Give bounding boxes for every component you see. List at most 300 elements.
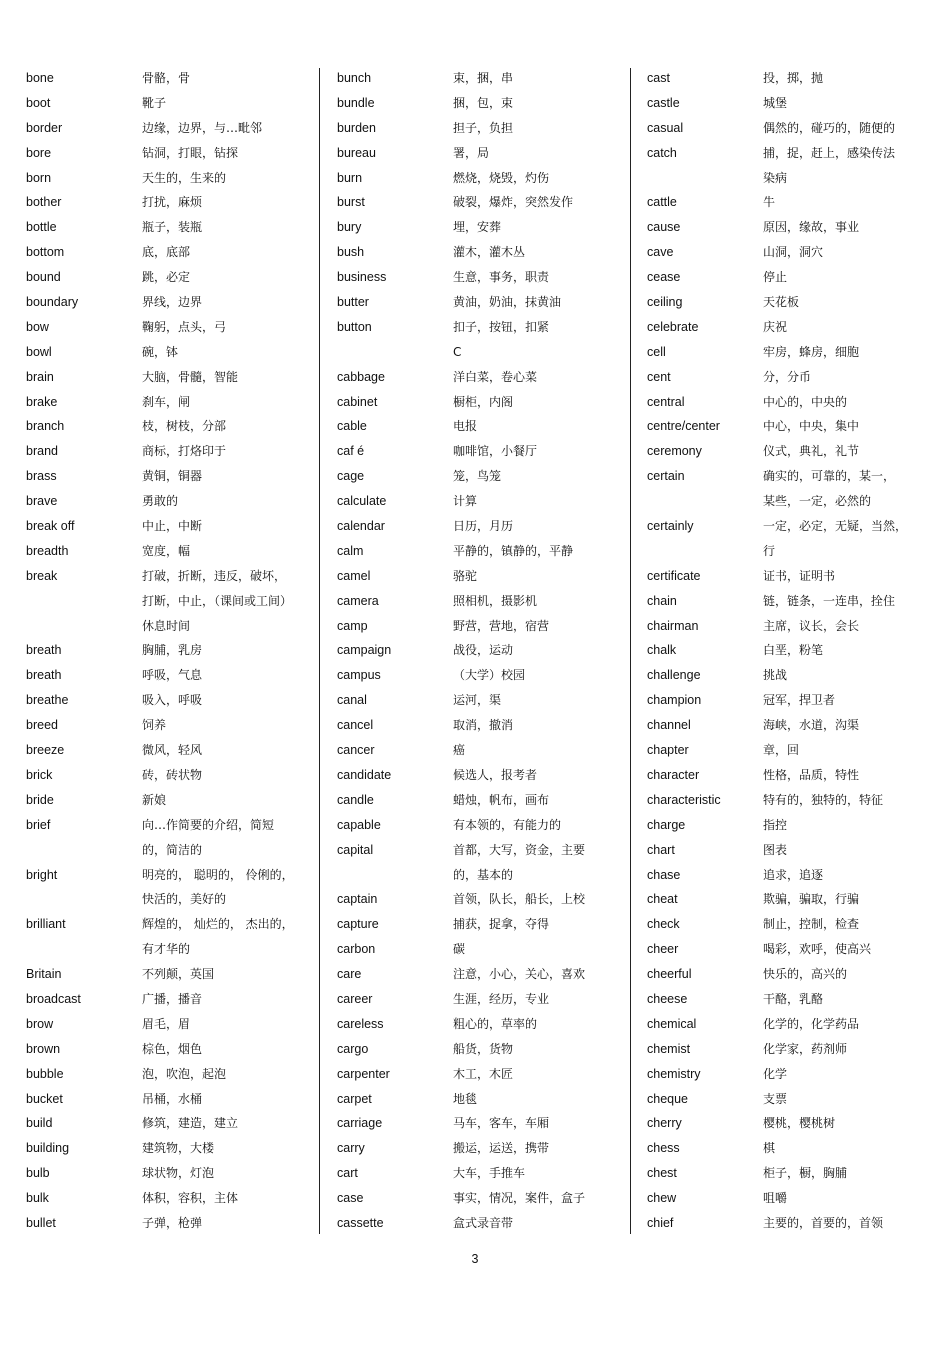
vocab-word: brown: [26, 1041, 61, 1056]
vocab-word: bowl: [26, 344, 52, 359]
vocab-entry: [647, 265, 937, 290]
vocab-definition: 吸入，呼吸: [142, 693, 203, 708]
vocab-entry: [337, 390, 627, 415]
vocab-definition: 笼，鸟笼: [453, 469, 502, 484]
vocab-word: camp: [337, 618, 368, 633]
vocab-word: cable: [337, 419, 367, 434]
vocab-word: breath: [26, 643, 62, 658]
vocab-word: career: [337, 991, 373, 1006]
vocab-entry: [26, 91, 316, 116]
vocab-entry: [647, 688, 937, 713]
vocab-definition: 胸脯，乳房: [142, 643, 203, 658]
vocab-word: button: [337, 319, 372, 334]
vocab-word: building: [26, 1141, 70, 1156]
vocab-entry: [337, 738, 627, 763]
vocab-entry: [647, 564, 937, 589]
vocab-definition: 电报: [453, 419, 478, 434]
vocab-definition: 埋，安葬: [453, 220, 502, 235]
vocab-definition: 原因，缘故，事业: [763, 220, 860, 235]
vocab-entry: [26, 1161, 316, 1186]
vocab-word: capture: [337, 917, 379, 932]
vocab-word: chest: [647, 1166, 677, 1181]
vocab-word: break: [26, 568, 58, 583]
vocab-definition: 有本领的，有能力的: [453, 817, 562, 832]
vocab-definition: 打断，中止，（课间或工间）: [142, 593, 293, 608]
vocab-definition: 捕，捉，赶上，感染传法: [763, 145, 896, 160]
vocab-word: cart: [337, 1166, 358, 1181]
vocab-definition: 事实，情况，案件，盒子: [453, 1191, 586, 1206]
vocab-definition: 底，底部: [142, 245, 191, 260]
vocab-definition: 候选人，报考者: [453, 767, 538, 782]
vocab-definition: 新娘: [142, 792, 167, 807]
vocab-entry: [647, 614, 937, 639]
vocab-word: burn: [337, 170, 363, 185]
vocab-entry: [647, 340, 937, 365]
vocab-entry: [647, 987, 937, 1012]
vocab-word: bury: [337, 220, 362, 235]
vocab-word: chemistry: [647, 1066, 701, 1081]
vocab-entry: [337, 116, 627, 141]
vocab-entry: [337, 589, 627, 614]
vocab-word: brow: [26, 1016, 54, 1031]
vocab-word: breath: [26, 668, 62, 683]
vocab-word: cage: [337, 469, 365, 484]
vocab-entry: [647, 215, 937, 240]
vocab-entry: [647, 240, 937, 265]
vocab-word: campus: [337, 668, 381, 683]
vocab-word: bother: [26, 195, 62, 210]
vocab-word: bore: [26, 145, 52, 160]
column-divider-left: [319, 68, 320, 1234]
vocab-entry: [337, 962, 627, 987]
vocab-entry: [647, 1186, 937, 1211]
vocab-entry: [26, 638, 316, 663]
vocab-definition: 分，分币: [763, 369, 812, 384]
vocab-definition: 干酪，乳酪: [763, 991, 824, 1006]
vocab-word: build: [26, 1116, 53, 1131]
vocab-entry: [26, 1062, 316, 1087]
vocab-word: character: [647, 767, 700, 782]
vocab-word: chemical: [647, 1016, 697, 1031]
vocab-definition: 微风，轻风: [142, 743, 203, 758]
vocab-definition: 跳，必定: [142, 270, 191, 285]
vocab-definition: 运河，渠: [453, 693, 502, 708]
vocab-entry: [26, 713, 316, 738]
vocab-word: chew: [647, 1191, 677, 1206]
vocab-word: certain: [647, 469, 685, 484]
vocab-entry: [647, 414, 937, 439]
vocab-definition: 棋: [763, 1141, 776, 1156]
vocab-word: cast: [647, 71, 670, 85]
vocab-entry: [26, 240, 316, 265]
vocab-entry: [337, 838, 627, 863]
vocab-entry: [26, 265, 316, 290]
vocab-entry: [26, 1087, 316, 1112]
vocab-definition: 咀嚼: [763, 1191, 788, 1206]
vocab-definition: 投，掷，抛: [763, 71, 824, 85]
vocab-definition: 偶然的，碰巧的，随便的: [763, 120, 896, 135]
vocab-word: burden: [337, 120, 376, 135]
vocab-definition: 图表: [763, 842, 788, 857]
vocab-definition: 快活的，美好的: [142, 892, 227, 907]
vocab-definition: 修筑，建造，建立: [142, 1116, 239, 1131]
vocab-word: centre/center: [647, 419, 720, 434]
vocab-column-3: [647, 66, 937, 1236]
vocab-entry: [647, 190, 937, 215]
vocab-entry: [26, 315, 316, 340]
vocab-definition: 扣子，按钮，扣紧: [453, 319, 550, 334]
vocab-entry: [26, 190, 316, 215]
vocab-entry: [337, 1087, 627, 1112]
vocab-definition: 鞠躬，点头，弓: [142, 319, 227, 334]
vocab-entry: [26, 1211, 316, 1236]
vocab-definition: 城堡: [763, 95, 788, 110]
vocab-word: brilliant: [26, 917, 66, 932]
vocab-definition: 一定，必定，无疑，当然，: [763, 519, 908, 534]
vocab-entry: [337, 265, 627, 290]
vocab-word: cheat: [647, 892, 678, 907]
vocab-entry: [337, 141, 627, 166]
vocab-word: celebrate: [647, 319, 699, 334]
vocab-word: calculate: [337, 494, 387, 509]
vocab-entry: [647, 514, 937, 539]
vocab-word: chapter: [647, 743, 689, 758]
vocab-definition: 子弹，枪弹: [142, 1215, 203, 1230]
vocab-definition: 呼吸，气息: [142, 668, 203, 683]
vocab-word: cargo: [337, 1041, 369, 1056]
vocab-word: breathe: [26, 693, 69, 708]
vocab-word: brand: [26, 444, 58, 459]
vocab-entry: [26, 1037, 316, 1062]
vocab-entry: [647, 66, 937, 91]
vocab-word: certainly: [647, 519, 694, 534]
vocab-definition: 不列颠，英国: [142, 967, 215, 982]
vocab-definition: 牢房，蜂房，细胞: [763, 344, 860, 359]
vocab-word: certificate: [647, 568, 701, 583]
vocab-entry: [26, 937, 316, 962]
vocab-entry: [647, 315, 937, 340]
vocab-word: chairman: [647, 618, 699, 633]
vocab-definition: 海峡，水道，沟渠: [763, 718, 860, 733]
vocab-definition: 骆驼: [453, 568, 478, 583]
vocab-definition: 章，回: [763, 743, 800, 758]
vocab-word: candidate: [337, 767, 392, 782]
vocab-definition: 大脑，骨髓，智能: [142, 369, 239, 384]
vocab-entry: [337, 439, 627, 464]
vocab-word: boundary: [26, 295, 79, 310]
vocab-entry: [337, 190, 627, 215]
vocab-entry: [647, 1037, 937, 1062]
vocab-entry: [26, 166, 316, 191]
vocab-word: channel: [647, 718, 691, 733]
vocab-word: breeze: [26, 743, 65, 758]
vocab-definition: 大车，手推车: [453, 1166, 526, 1181]
vocab-word: bone: [26, 71, 54, 85]
vocab-entry: [26, 887, 316, 912]
vocab-definition: 束，捆，串: [453, 71, 514, 85]
vocab-entry: [337, 713, 627, 738]
vocab-word: candle: [337, 792, 374, 807]
vocab-word: bottle: [26, 220, 57, 235]
vocab-word: brake: [26, 394, 58, 409]
vocab-definition: 樱桃，樱桃树: [763, 1116, 836, 1131]
vocab-word: carpenter: [337, 1066, 390, 1081]
vocab-word: bulk: [26, 1191, 49, 1206]
vocab-entry: [647, 589, 937, 614]
vocab-entry: [337, 365, 627, 390]
vocab-entry: [337, 1062, 627, 1087]
vocab-word: bride: [26, 792, 54, 807]
vocab-definition: 破裂，爆炸，突然发作: [453, 195, 574, 210]
vocab-definition: 天生的，生来的: [142, 170, 227, 185]
vocab-word: cancel: [337, 718, 374, 733]
vocab-entry: [26, 66, 316, 91]
vocab-definition: 黄铜，铜器: [142, 469, 203, 484]
vocab-entry: [647, 489, 937, 514]
vocab-word: carpet: [337, 1091, 372, 1106]
vocab-word: chemist: [647, 1041, 691, 1056]
vocab-word: characteristic: [647, 792, 721, 807]
vocab-entry: [26, 365, 316, 390]
vocab-definition: 向…作简要的介绍，简短: [142, 817, 275, 832]
vocab-word: cabbage: [337, 369, 385, 384]
vocab-definition: 黄油，奶油，抹黄油: [453, 295, 562, 310]
vocab-word: cell: [647, 344, 666, 359]
vocab-definition: 首都，大写，资金，主要: [453, 842, 586, 857]
vocab-entry: [647, 663, 937, 688]
vocab-entry: [647, 1161, 937, 1186]
vocab-word: bundle: [337, 95, 375, 110]
vocab-entry: [337, 1161, 627, 1186]
vocab-definition: 打扰，麻烦: [142, 195, 203, 210]
vocab-word: brave: [26, 494, 58, 509]
vocab-definition: 柜子，橱，胸脯: [763, 1166, 848, 1181]
vocab-definition: 打破，折断，违反，破坏，: [142, 568, 287, 583]
vocab-word: cheerful: [647, 967, 692, 982]
vocab-entry: [26, 912, 316, 937]
vocab-entry: [26, 962, 316, 987]
vocab-entry: [647, 1211, 937, 1236]
vocab-definition: 野营，营地，宿营: [453, 618, 550, 633]
vocab-definition: C: [453, 344, 462, 359]
vocab-entry: [26, 1111, 316, 1136]
vocab-word: calm: [337, 543, 364, 558]
vocab-word: chain: [647, 593, 677, 608]
vocab-word: care: [337, 967, 362, 982]
vocab-definition: 的，基本的: [453, 867, 514, 882]
vocab-entry: [337, 91, 627, 116]
vocab-entry: [647, 91, 937, 116]
vocab-entry: [26, 763, 316, 788]
vocab-definition: 燃烧，烧毁，灼伤: [453, 170, 550, 185]
vocab-entry: [337, 987, 627, 1012]
vocab-definition: 战役，运动: [453, 643, 514, 658]
vocab-word: ceremony: [647, 444, 702, 459]
vocab-definition: 特有的，独特的，特征: [763, 792, 884, 807]
vocab-word: cattle: [647, 195, 677, 210]
vocab-entry: [337, 464, 627, 489]
vocab-definition: 边缘，边界，与…毗邻: [142, 120, 263, 135]
vocab-definition: 指控: [763, 817, 788, 832]
vocab-entry: [647, 390, 937, 415]
vocab-word: border: [26, 120, 63, 135]
vocab-word: cave: [647, 245, 674, 260]
vocab-definition: 砖，砖状物: [142, 767, 203, 782]
vocab-definition: 的，简洁的: [142, 842, 203, 857]
vocab-entry: [337, 215, 627, 240]
vocab-definition: 追求，追逐: [763, 867, 824, 882]
vocab-definition: 挑战: [763, 668, 788, 683]
vocab-column-1: [26, 66, 316, 1236]
vocab-word: butter: [337, 295, 369, 310]
vocab-entry: [26, 813, 316, 838]
vocab-definition: 确实的，可靠的，某一，: [763, 469, 896, 484]
vocab-entry: [337, 489, 627, 514]
vocab-word: chess: [647, 1141, 680, 1156]
vocab-entry: [337, 166, 627, 191]
vocab-entry: [647, 912, 937, 937]
vocab-entry: [337, 539, 627, 564]
vocab-entry: [337, 763, 627, 788]
vocab-definition: 主席，议长，会长: [763, 618, 860, 633]
vocab-word: camera: [337, 593, 379, 608]
vocab-word: bush: [337, 245, 365, 260]
vocab-entry: [647, 1136, 937, 1161]
vocab-word: chase: [647, 867, 681, 882]
vocab-definition: 癌: [453, 743, 466, 758]
vocab-word: bucket: [26, 1091, 63, 1106]
vocab-entry: [26, 838, 316, 863]
vocab-entry: [26, 788, 316, 813]
vocab-column-2: [337, 66, 627, 1236]
vocab-word: break off: [26, 519, 75, 534]
vocab-entry: [26, 589, 316, 614]
vocab-definition: （大学）校园: [453, 668, 526, 683]
vocab-definition: 体积，容积，主体: [142, 1191, 239, 1206]
vocab-entry: [647, 713, 937, 738]
vocab-definition: 宽度，幅: [142, 543, 191, 558]
vocab-definition: 球状物，灯泡: [142, 1166, 215, 1181]
vocab-definition: 饲养: [142, 718, 167, 733]
vocab-entry: [26, 464, 316, 489]
vocab-entry: [647, 166, 937, 191]
vocab-entry: [337, 937, 627, 962]
vocab-entry: [647, 962, 937, 987]
vocab-word: brain: [26, 369, 54, 384]
vocab-entry: [647, 1062, 937, 1087]
column-divider-right: [630, 68, 631, 1234]
vocab-definition: 搬运，运送，携带: [453, 1141, 550, 1156]
vocab-entry: [337, 1211, 627, 1236]
vocab-entry: [647, 439, 937, 464]
vocab-word: case: [337, 1191, 364, 1206]
vocab-entry: [647, 638, 937, 663]
vocab-word: bullet: [26, 1215, 56, 1230]
vocab-word: cheer: [647, 942, 679, 957]
vocab-word: casual: [647, 120, 684, 135]
vocab-definition: 中心，中央，集中: [763, 419, 860, 434]
vocab-definition: 明亮的， 聪明的， 伶俐的，: [142, 867, 294, 882]
vocab-word: burst: [337, 195, 365, 210]
vocab-word: cassette: [337, 1215, 384, 1230]
vocab-entry: [647, 1012, 937, 1037]
vocab-definition: 捕获，捉拿，夺得: [453, 917, 550, 932]
vocab-entry: [337, 1186, 627, 1211]
vocab-word: caf é: [337, 444, 365, 459]
vocab-entry: [26, 987, 316, 1012]
vocab-definition: 靴子: [142, 95, 167, 110]
vocab-entry: [26, 614, 316, 639]
vocab-entry: [647, 1087, 937, 1112]
vocab-word: boot: [26, 95, 51, 110]
vocab-definition: 马车，客车，车厢: [453, 1116, 550, 1131]
vocab-definition: 冠军，捍卫者: [763, 693, 836, 708]
vocab-entry: [647, 863, 937, 888]
vocab-word: broadcast: [26, 991, 81, 1006]
vocab-entry: [26, 688, 316, 713]
vocab-entry: [337, 614, 627, 639]
vocab-word: capable: [337, 817, 381, 832]
vocab-word: check: [647, 917, 680, 932]
vocab-entry: [647, 813, 937, 838]
vocab-definition: 欺骗，骗取，行骗: [763, 892, 860, 907]
vocab-definition: 某些，一定，必然的: [763, 494, 872, 509]
vocab-word: breadth: [26, 543, 69, 558]
vocab-word: chalk: [647, 643, 677, 658]
vocab-entry: [337, 290, 627, 315]
vocab-entry: [337, 66, 627, 91]
vocab-entry: [26, 414, 316, 439]
vocab-definition: 灌木，灌木丛: [453, 245, 526, 260]
vocab-entry: [337, 564, 627, 589]
vocab-entry: [337, 863, 627, 888]
vocab-word: bureau: [337, 145, 376, 160]
vocab-definition: 碗，钵: [142, 344, 179, 359]
vocab-entry: [26, 663, 316, 688]
vocab-word: branch: [26, 419, 65, 434]
vocab-word: calendar: [337, 519, 385, 534]
vocab-entry: [337, 887, 627, 912]
vocab-entry: [26, 116, 316, 141]
vocab-definition: 有才华的: [142, 942, 191, 957]
vocab-entry: [26, 141, 316, 166]
vocab-definition: 骨骼，骨: [142, 71, 191, 85]
vocab-definition: 中心的，中央的: [763, 394, 848, 409]
vocab-definition: 署，局: [453, 145, 490, 160]
vocab-word: cease: [647, 270, 681, 285]
vocab-entry: [26, 1186, 316, 1211]
vocab-definition: 行: [763, 543, 776, 558]
vocab-entry: [26, 1012, 316, 1037]
vocab-definition: 木工，木匠: [453, 1066, 514, 1081]
vocab-word: Britain: [26, 967, 62, 982]
vocab-entry: [26, 738, 316, 763]
vocab-word: captain: [337, 892, 378, 907]
vocab-entry: [647, 141, 937, 166]
vocab-definition: 山洞，洞穴: [763, 245, 824, 260]
vocab-word: castle: [647, 95, 680, 110]
vocab-word: camel: [337, 568, 371, 583]
vocab-word: ceiling: [647, 295, 683, 310]
vocab-word: bottom: [26, 245, 65, 260]
vocab-definition: 刹车，闸: [142, 394, 191, 409]
vocab-definition: 勇敢的: [142, 494, 179, 509]
vocab-entry: [337, 514, 627, 539]
vocab-word: brief: [26, 817, 51, 832]
vocab-word: campaign: [337, 643, 392, 658]
vocab-word: brick: [26, 767, 53, 782]
vocab-definition: 辉煌的， 灿烂的， 杰出的，: [142, 917, 294, 932]
